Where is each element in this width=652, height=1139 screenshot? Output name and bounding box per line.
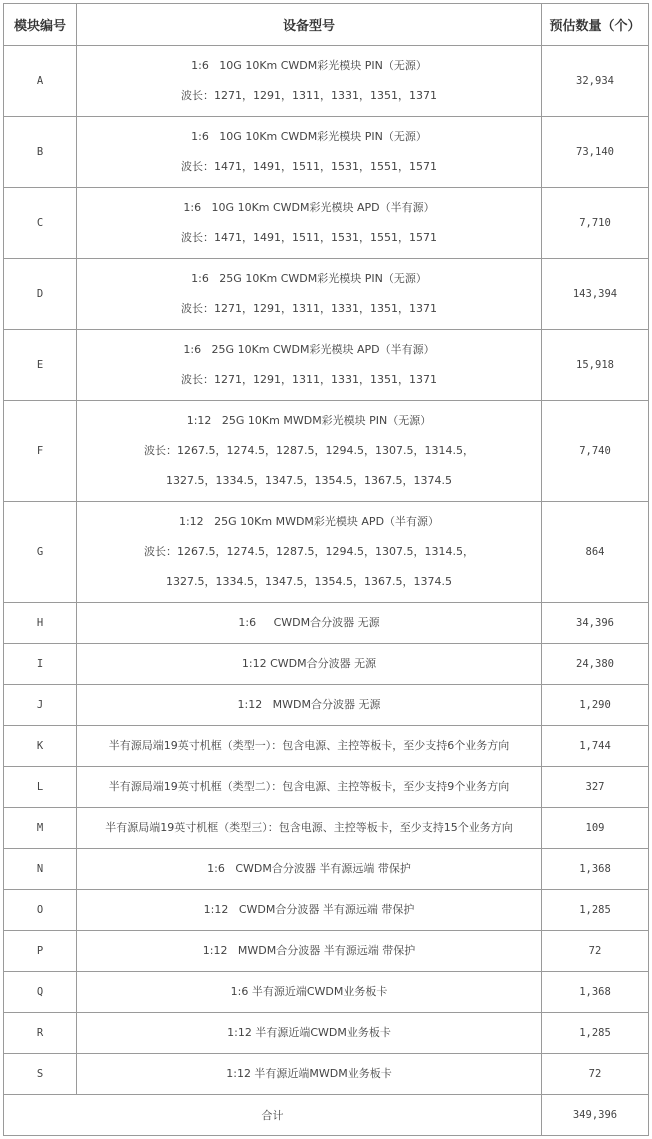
module-id-cell: O bbox=[4, 890, 77, 931]
device-model-line: 1:6 10G 10Km CWDM彩光模块 PIN（无源） bbox=[191, 130, 427, 143]
device-model-line: 波长：1471，1491，1511，1531，1551，1571 bbox=[181, 231, 437, 244]
device-model-cell bbox=[77, 259, 542, 330]
header-estimated-quantity: 预估数量（个） bbox=[542, 4, 649, 46]
device-model-cell bbox=[77, 849, 542, 890]
estimated-quantity-cell: 1,744 bbox=[542, 726, 649, 767]
estimated-quantity-cell: 327 bbox=[542, 767, 649, 808]
estimated-quantity-cell: 34,396 bbox=[542, 603, 649, 644]
estimated-quantity-cell: 7,710 bbox=[542, 188, 649, 259]
table-body bbox=[4, 46, 649, 1095]
device-model-line: 1:12 25G 10Km MWDM彩光模块 PIN（无源） bbox=[186, 414, 432, 427]
device-model-cell bbox=[77, 767, 542, 808]
device-model-line: 1:12 半有源近端CWDM业务板卡 bbox=[227, 1026, 391, 1039]
device-model-line: 1:6 25G 10Km CWDM彩光模块 APD（半有源） bbox=[183, 343, 435, 356]
table-row bbox=[4, 685, 649, 726]
device-model-cell bbox=[77, 117, 542, 188]
estimated-quantity-cell: 109 bbox=[542, 808, 649, 849]
estimated-quantity-cell: 1,368 bbox=[542, 849, 649, 890]
device-model-line: 1327.5，1334.5，1347.5，1354.5，1367.5，1374.5 bbox=[166, 575, 452, 588]
module-id-cell: B bbox=[4, 117, 77, 188]
module-id-cell: S bbox=[4, 1054, 77, 1095]
estimated-quantity-cell: 1,285 bbox=[542, 890, 649, 931]
device-model-line: 1:12 MWDM合分波器 半有源远端 带保护 bbox=[202, 944, 416, 957]
module-id-cell: F bbox=[4, 401, 77, 502]
device-model-line: 1:6 25G 10Km CWDM彩光模块 PIN（无源） bbox=[191, 272, 427, 285]
device-model-line: 1:6 CWDM合分波器 半有源远端 带保护 bbox=[207, 862, 411, 875]
table-row bbox=[4, 931, 649, 972]
estimated-quantity-cell: 24,380 bbox=[542, 644, 649, 685]
module-id-cell: R bbox=[4, 1013, 77, 1054]
device-model-cell bbox=[77, 890, 542, 931]
module-id-cell: M bbox=[4, 808, 77, 849]
estimated-quantity-cell: 72 bbox=[542, 1054, 649, 1095]
table-row bbox=[4, 188, 649, 259]
table-row bbox=[4, 1054, 649, 1095]
device-model-line: 波长：1471，1491，1511，1531，1551，1571 bbox=[181, 160, 437, 173]
device-model-line: 波长：1271，1291，1311，1331，1351，1371 bbox=[181, 89, 437, 102]
device-model-line: 1:12 半有源近端MWDM业务板卡 bbox=[226, 1067, 392, 1080]
module-id-cell: K bbox=[4, 726, 77, 767]
device-model-line: 1:12 MWDM合分波器 无源 bbox=[237, 698, 381, 711]
module-id-cell: Q bbox=[4, 972, 77, 1013]
table-row bbox=[4, 259, 649, 330]
device-model-line: 1:6 10G 10Km CWDM彩光模块 APD（半有源） bbox=[183, 201, 435, 214]
estimated-quantity-cell: 73,140 bbox=[542, 117, 649, 188]
module-id-cell: G bbox=[4, 502, 77, 603]
module-id-cell: H bbox=[4, 603, 77, 644]
device-model-cell bbox=[77, 46, 542, 117]
device-model-cell bbox=[77, 931, 542, 972]
table-row bbox=[4, 644, 649, 685]
device-model-line: 波长：1267.5，1274.5，1287.5，1294.5，1307.5，1314.5， bbox=[144, 444, 474, 457]
device-model-line: 1:12 CWDM合分波器 半有源远端 带保护 bbox=[203, 903, 415, 916]
device-model-cell bbox=[77, 603, 542, 644]
equipment-quantity-table bbox=[3, 3, 649, 1136]
device-model-line: 半有源局端19英寸机框（类型一）：包含电源、主控等板卡，至少支持6个业务方向 bbox=[108, 739, 510, 752]
device-model-line: 半有源局端19英寸机框（类型二）：包含电源、主控等板卡，至少支持9个业务方向 bbox=[108, 780, 510, 793]
module-id-cell: I bbox=[4, 644, 77, 685]
module-id-cell: L bbox=[4, 767, 77, 808]
table-row bbox=[4, 603, 649, 644]
device-model-cell bbox=[77, 644, 542, 685]
estimated-quantity-cell: 15,918 bbox=[542, 330, 649, 401]
table-row bbox=[4, 849, 649, 890]
device-model-cell bbox=[77, 1054, 542, 1095]
device-model-line: 波长：1271，1291，1311，1331，1351，1371 bbox=[181, 373, 437, 386]
estimated-quantity-cell: 1,290 bbox=[542, 685, 649, 726]
device-model-cell bbox=[77, 330, 542, 401]
estimated-quantity-cell: 72 bbox=[542, 931, 649, 972]
table-row bbox=[4, 401, 649, 502]
header-module-id: 模块编号 bbox=[4, 4, 77, 46]
table-row bbox=[4, 767, 649, 808]
device-model-line: 波长：1267.5，1274.5，1287.5，1294.5，1307.5，1314.5， bbox=[144, 545, 474, 558]
device-model-cell bbox=[77, 188, 542, 259]
table-row bbox=[4, 46, 649, 117]
table-header-row bbox=[4, 4, 649, 46]
device-model-line: 1327.5，1334.5，1347.5，1354.5，1367.5，1374.5 bbox=[166, 474, 452, 487]
module-id-cell: A bbox=[4, 46, 77, 117]
total-label: 合计 bbox=[4, 1095, 542, 1136]
total-quantity: 349,396 bbox=[542, 1095, 649, 1136]
table-row bbox=[4, 890, 649, 931]
device-model-line: 1:6 CWDM合分波器 无源 bbox=[238, 616, 380, 629]
device-model-cell bbox=[77, 401, 542, 502]
device-model-line: 1:6 半有源近端CWDM业务板卡 bbox=[230, 985, 388, 998]
device-model-cell bbox=[77, 1013, 542, 1054]
table-row bbox=[4, 1013, 649, 1054]
estimated-quantity-cell: 1,285 bbox=[542, 1013, 649, 1054]
device-model-cell bbox=[77, 685, 542, 726]
device-model-cell bbox=[77, 808, 542, 849]
table-row bbox=[4, 808, 649, 849]
device-model-line: 波长：1271，1291，1311，1331，1351，1371 bbox=[181, 302, 437, 315]
device-model-line: 1:12 25G 10Km MWDM彩光模块 APD（半有源） bbox=[178, 515, 440, 528]
table-row bbox=[4, 726, 649, 767]
estimated-quantity-cell: 143,394 bbox=[542, 259, 649, 330]
module-id-cell: N bbox=[4, 849, 77, 890]
table-row bbox=[4, 117, 649, 188]
module-id-cell: J bbox=[4, 685, 77, 726]
device-model-line: 1:6 10G 10Km CWDM彩光模块 PIN（无源） bbox=[191, 59, 427, 72]
device-model-line: 半有源局端19英寸机框（类型三）：包含电源、主控等板卡，至少支持15个业务方向 bbox=[105, 821, 513, 834]
table-row bbox=[4, 502, 649, 603]
total-row bbox=[4, 1095, 649, 1136]
header-device-model: 设备型号 bbox=[77, 4, 542, 46]
estimated-quantity-cell: 1,368 bbox=[542, 972, 649, 1013]
table-row bbox=[4, 972, 649, 1013]
estimated-quantity-cell: 864 bbox=[542, 502, 649, 603]
table-row bbox=[4, 330, 649, 401]
module-id-cell: E bbox=[4, 330, 77, 401]
device-model-cell bbox=[77, 726, 542, 767]
estimated-quantity-cell: 7,740 bbox=[542, 401, 649, 502]
device-model-line: 1:12 CWDM合分波器 无源 bbox=[241, 657, 377, 670]
module-id-cell: D bbox=[4, 259, 77, 330]
module-id-cell: P bbox=[4, 931, 77, 972]
device-model-cell bbox=[77, 972, 542, 1013]
device-model-cell bbox=[77, 502, 542, 603]
module-id-cell: C bbox=[4, 188, 77, 259]
estimated-quantity-cell: 32,934 bbox=[542, 46, 649, 117]
